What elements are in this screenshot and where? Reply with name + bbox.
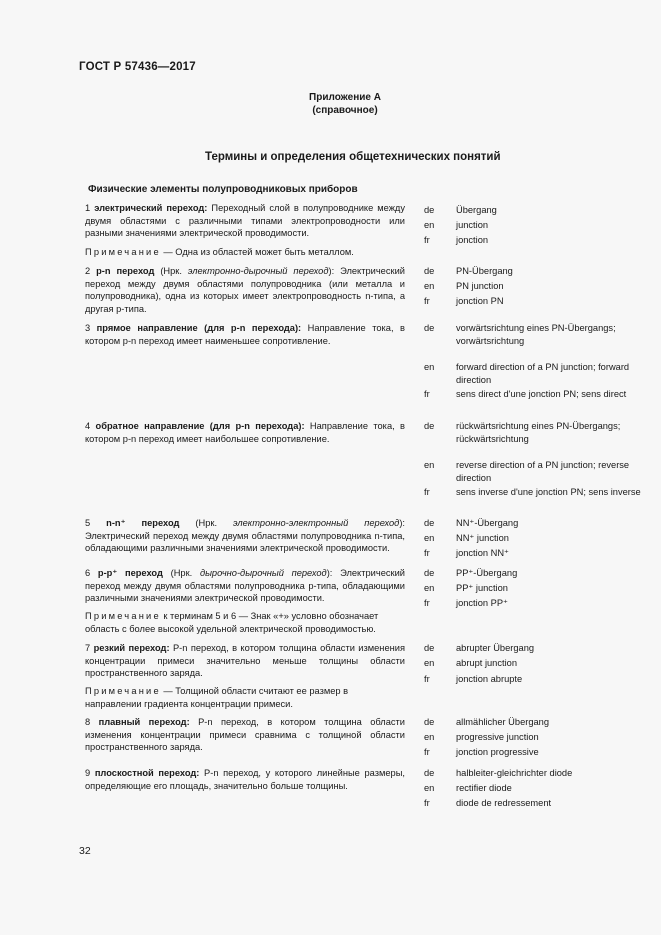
equivalent-term: PP⁺-Übergang xyxy=(456,568,518,578)
term-definition: P-n переход, у которого линейные размеры, определяющие его площадь, значительно больше толщины. xyxy=(85,768,405,791)
lang-code: de xyxy=(424,717,435,727)
lang-code: de xyxy=(424,643,435,653)
lang-code: fr xyxy=(424,389,430,399)
lang-code: en xyxy=(424,460,435,470)
term-name: электрический переход: xyxy=(94,203,208,213)
equivalent-term: jonction PP⁺ xyxy=(456,598,508,608)
term-entry-7 xyxy=(85,642,405,680)
term-definition: Электрический переход между двумя областями полупроводника n-типа, обладающими различными значениями электрической проводимости. xyxy=(85,530,405,554)
lang-code: fr xyxy=(424,674,430,684)
equivalent-term: jonction progressive xyxy=(456,747,539,757)
term-entry-8 xyxy=(85,716,405,754)
equivalent-term: abrupter Übergang xyxy=(456,643,535,653)
lang-code: fr xyxy=(424,798,430,808)
note-text: — Одна из областей может быть металлом. xyxy=(163,247,354,257)
lang-code: fr xyxy=(424,296,430,306)
term-name: резкий переход: xyxy=(93,643,170,653)
equivalent-term: NN⁺-Übergang xyxy=(456,518,519,528)
note-text: к терминам 5 и 6 — Знак «+» условно обозначает область с более высокой удельной электрической проводимостью. xyxy=(85,611,379,634)
lang-code: en xyxy=(424,281,435,291)
annex-kind: (справочное) xyxy=(312,105,378,116)
section-title: Физические элементы полупроводниковых приборов xyxy=(88,184,358,195)
term-name: обратное направление (для p-n перехода): xyxy=(95,421,305,431)
synonym-close: ): xyxy=(326,568,333,578)
equivalent-term: sens inverse d'une jonction PN; sens inverse xyxy=(456,487,641,497)
term-definition: P-n переход, в котором толщина области изменения концентрации примеси значительно меньше толщины области пространственного заряда. xyxy=(85,643,405,679)
lang-code: fr xyxy=(424,235,430,245)
deprecated-synonym: электронно-электронный переход xyxy=(233,518,400,528)
main-title: Термины и определения общетехнических понятий xyxy=(205,151,501,163)
equivalent-term: allmählicher Übergang xyxy=(456,717,550,727)
term-number: 7 xyxy=(85,643,91,653)
note-term-7 xyxy=(85,685,405,710)
term-name: плоскостной переход: xyxy=(94,768,200,778)
lang-code: de xyxy=(424,205,435,215)
synonym-open: (Нрк. xyxy=(170,568,193,578)
deprecated-synonym: дырочно-дырочный переход xyxy=(199,568,327,578)
lang-code: en xyxy=(424,362,435,372)
term-number: 4 xyxy=(85,421,91,431)
lang-code: fr xyxy=(424,487,430,497)
lang-code: de xyxy=(424,266,435,276)
standard-code: ГОСТ Р 57436—2017 xyxy=(79,61,196,73)
lang-code: de xyxy=(424,323,435,333)
lang-code: de xyxy=(424,568,435,578)
equivalent-term: halbleiter-gleichrichter diode xyxy=(456,768,573,778)
lang-code: fr xyxy=(424,548,430,558)
note-term-1 xyxy=(85,246,405,259)
equivalent-term: jonction abrupte xyxy=(456,674,523,684)
lang-code: en xyxy=(424,783,435,793)
term-name: плавный переход: xyxy=(98,717,190,727)
term-entry-3 xyxy=(85,322,405,347)
term-number: 1 xyxy=(85,203,91,213)
deprecated-synonym: электронно-дырочный переход xyxy=(187,266,329,276)
term-entry-1 xyxy=(85,202,405,240)
equivalent-term: PP⁺ junction xyxy=(456,583,508,593)
lang-code: de xyxy=(424,768,435,778)
equivalent-term: diode de redressement xyxy=(456,798,552,808)
note-label: Примечание xyxy=(85,247,161,257)
term-name: p-p⁺ переход xyxy=(97,568,163,578)
synonym-open: (Нрк. xyxy=(160,266,182,276)
equivalent-term: abrupt junction xyxy=(456,658,517,668)
term-number: 9 xyxy=(85,768,91,778)
term-name: p-n переход xyxy=(96,266,155,276)
equivalent-term: jonction xyxy=(456,235,489,245)
lang-code: en xyxy=(424,220,435,230)
note-label: Примечание xyxy=(85,611,161,621)
equivalent-term: reverse direction of a PN junction; reverse direction xyxy=(456,460,630,483)
term-definition: Электрический переход между двумя областями полупроводника p-типа, обладающими различными значениями электрической проводимости. xyxy=(85,568,405,604)
equivalent-term: PN-Übergang xyxy=(456,266,513,276)
equivalent-term: forward direction of a PN junction; forward direction xyxy=(456,362,630,385)
lang-code: en xyxy=(424,533,435,543)
synonym-close: ): xyxy=(399,518,405,528)
lang-code: en xyxy=(424,583,435,593)
term-definition: P-n переход, в котором толщина области изменения концентрации примеси сравнима с толщиной области пространственного заряда. xyxy=(85,717,405,753)
term-number: 6 xyxy=(85,568,91,578)
term-definition: Направление тока, в котором p-n переход имеет наибольшее сопротивление. xyxy=(85,421,405,444)
term-name: n-n⁺ переход xyxy=(106,518,180,528)
term-definition: Переходный слой в полупроводнике между двумя областями с различными типами электропроводности или разными значениями электрической проводимости. xyxy=(85,203,406,239)
equivalent-term: progressive junction xyxy=(456,732,539,742)
lang-code: fr xyxy=(424,747,430,757)
term-entry-2 xyxy=(85,265,405,315)
term-number: 8 xyxy=(85,717,91,727)
term-entry-5 xyxy=(85,517,405,555)
note-label: Примечание xyxy=(85,686,161,696)
term-definition: Электрический переход между двумя областями полупроводника (или металла и полупроводника), одна из которых имеет электропроводность n-типа, а другая p-типа. xyxy=(85,266,405,314)
lang-code: fr xyxy=(424,598,430,608)
equivalent-term: junction xyxy=(456,220,489,230)
term-entry-4 xyxy=(85,420,405,445)
term-entry-9 xyxy=(85,767,405,792)
equivalent-term: jonction NN⁺ xyxy=(456,548,509,558)
note-text: — Толщиной области считают ее размер в направлении градиента концентрации примеси. xyxy=(85,686,349,709)
equivalent-term: rückwärtsrichtung eines PN-Übergangs; rückwärtsrichtung xyxy=(456,421,621,444)
equivalent-term: jonction PN xyxy=(456,296,504,306)
page-number: 32 xyxy=(79,845,91,857)
equivalent-term: vorwärtsrichtung eines PN-Übergangs; vorwärtsrichtung xyxy=(456,323,616,346)
equivalent-term: NN⁺ junction xyxy=(456,533,509,543)
equivalent-term: rectifier diode xyxy=(456,783,512,793)
term-entry-6 xyxy=(85,567,405,605)
equivalent-term: Übergang xyxy=(456,205,497,215)
term-number: 2 xyxy=(85,266,91,276)
lang-code: en xyxy=(424,658,435,668)
note-terms-5-6 xyxy=(85,610,405,635)
annex-title: Приложение А xyxy=(309,92,381,103)
term-definition: Направление тока, в котором p-n переход имеет наименьшее сопротивление. xyxy=(85,323,405,346)
term-number: 5 xyxy=(85,518,91,528)
synonym-open: (Нрк. xyxy=(195,518,218,528)
lang-code: en xyxy=(424,732,435,742)
lang-code: de xyxy=(424,421,435,431)
equivalent-term: PN junction xyxy=(456,281,504,291)
equivalent-term: sens direct d'une jonction PN; sens direct xyxy=(456,389,627,399)
term-number: 3 xyxy=(85,323,91,333)
term-name: прямое направление (для p-n перехода): xyxy=(96,323,302,333)
synonym-close: ): xyxy=(328,266,335,276)
lang-code: de xyxy=(424,518,435,528)
